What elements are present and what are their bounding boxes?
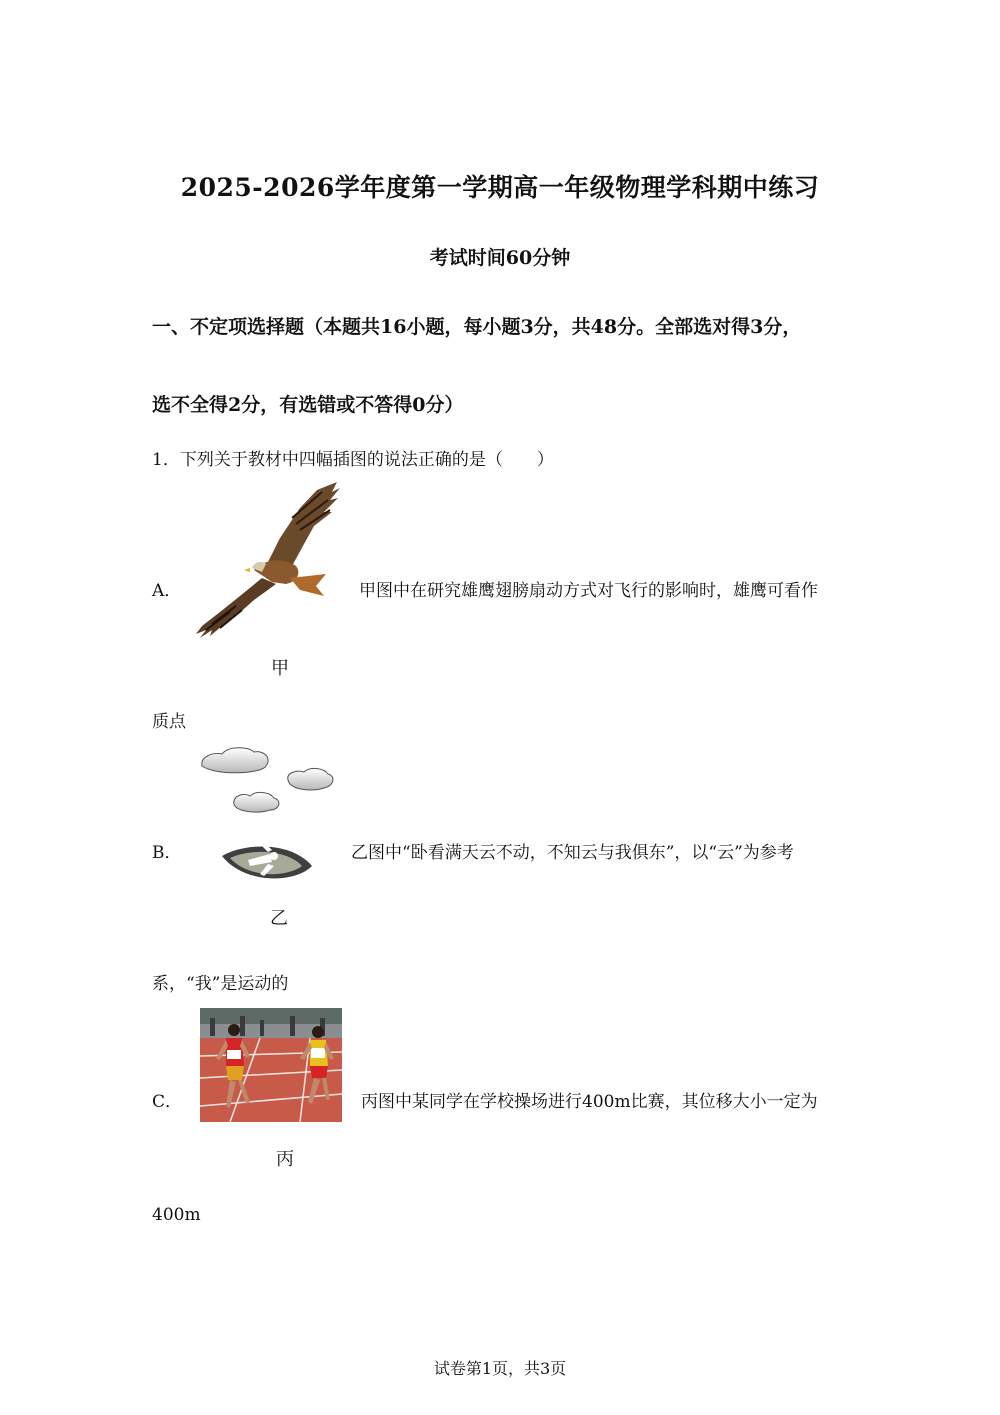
option-c-text-line2: 400m <box>152 1205 201 1225</box>
eagle-image <box>192 478 342 638</box>
option-c-letter: C． <box>152 1092 183 1112</box>
option-a-text-line2: 质点 <box>152 712 186 732</box>
option-b-text-line1: 乙图中“卧看满天云不动，不知云与我俱东”，以“云”为参考 <box>351 843 794 863</box>
option-a-letter: A． <box>152 581 182 601</box>
option-a-text-line1: 甲图中在研究雄鹰翅膀扇动方式对飞行的影响时，雄鹰可看作 <box>359 581 818 601</box>
option-c-caption: 丙 <box>276 1149 294 1170</box>
page-footer: 试卷第1页，共3页 <box>433 1359 567 1378</box>
page-title: 2025-2026学年度第一学期高一年级物理学科期中练习 <box>180 173 820 202</box>
question-1-stem: 1．下列关于教材中四幅插图的说法正确的是（ ） <box>152 450 554 470</box>
option-b-text-line2: 系，“我”是运动的 <box>152 974 289 994</box>
option-b-letter: B． <box>152 843 182 863</box>
option-b-caption: 乙 <box>270 908 288 929</box>
clouds-boat-image <box>196 744 336 884</box>
section-heading-line2: 选不全得2分，有选错或不答得0分） <box>152 394 464 416</box>
section-heading-line1: 一、不定项选择题（本题共16小题，每小题3分，共48分。全部选对得3分， <box>152 316 802 338</box>
option-c-text-line1: 丙图中某同学在学校操场进行400m比赛，其位移大小一定为 <box>361 1092 818 1112</box>
option-a-caption: 甲 <box>271 658 289 679</box>
exam-duration: 考试时间60分钟 <box>429 247 571 269</box>
runners-image <box>200 1008 342 1122</box>
